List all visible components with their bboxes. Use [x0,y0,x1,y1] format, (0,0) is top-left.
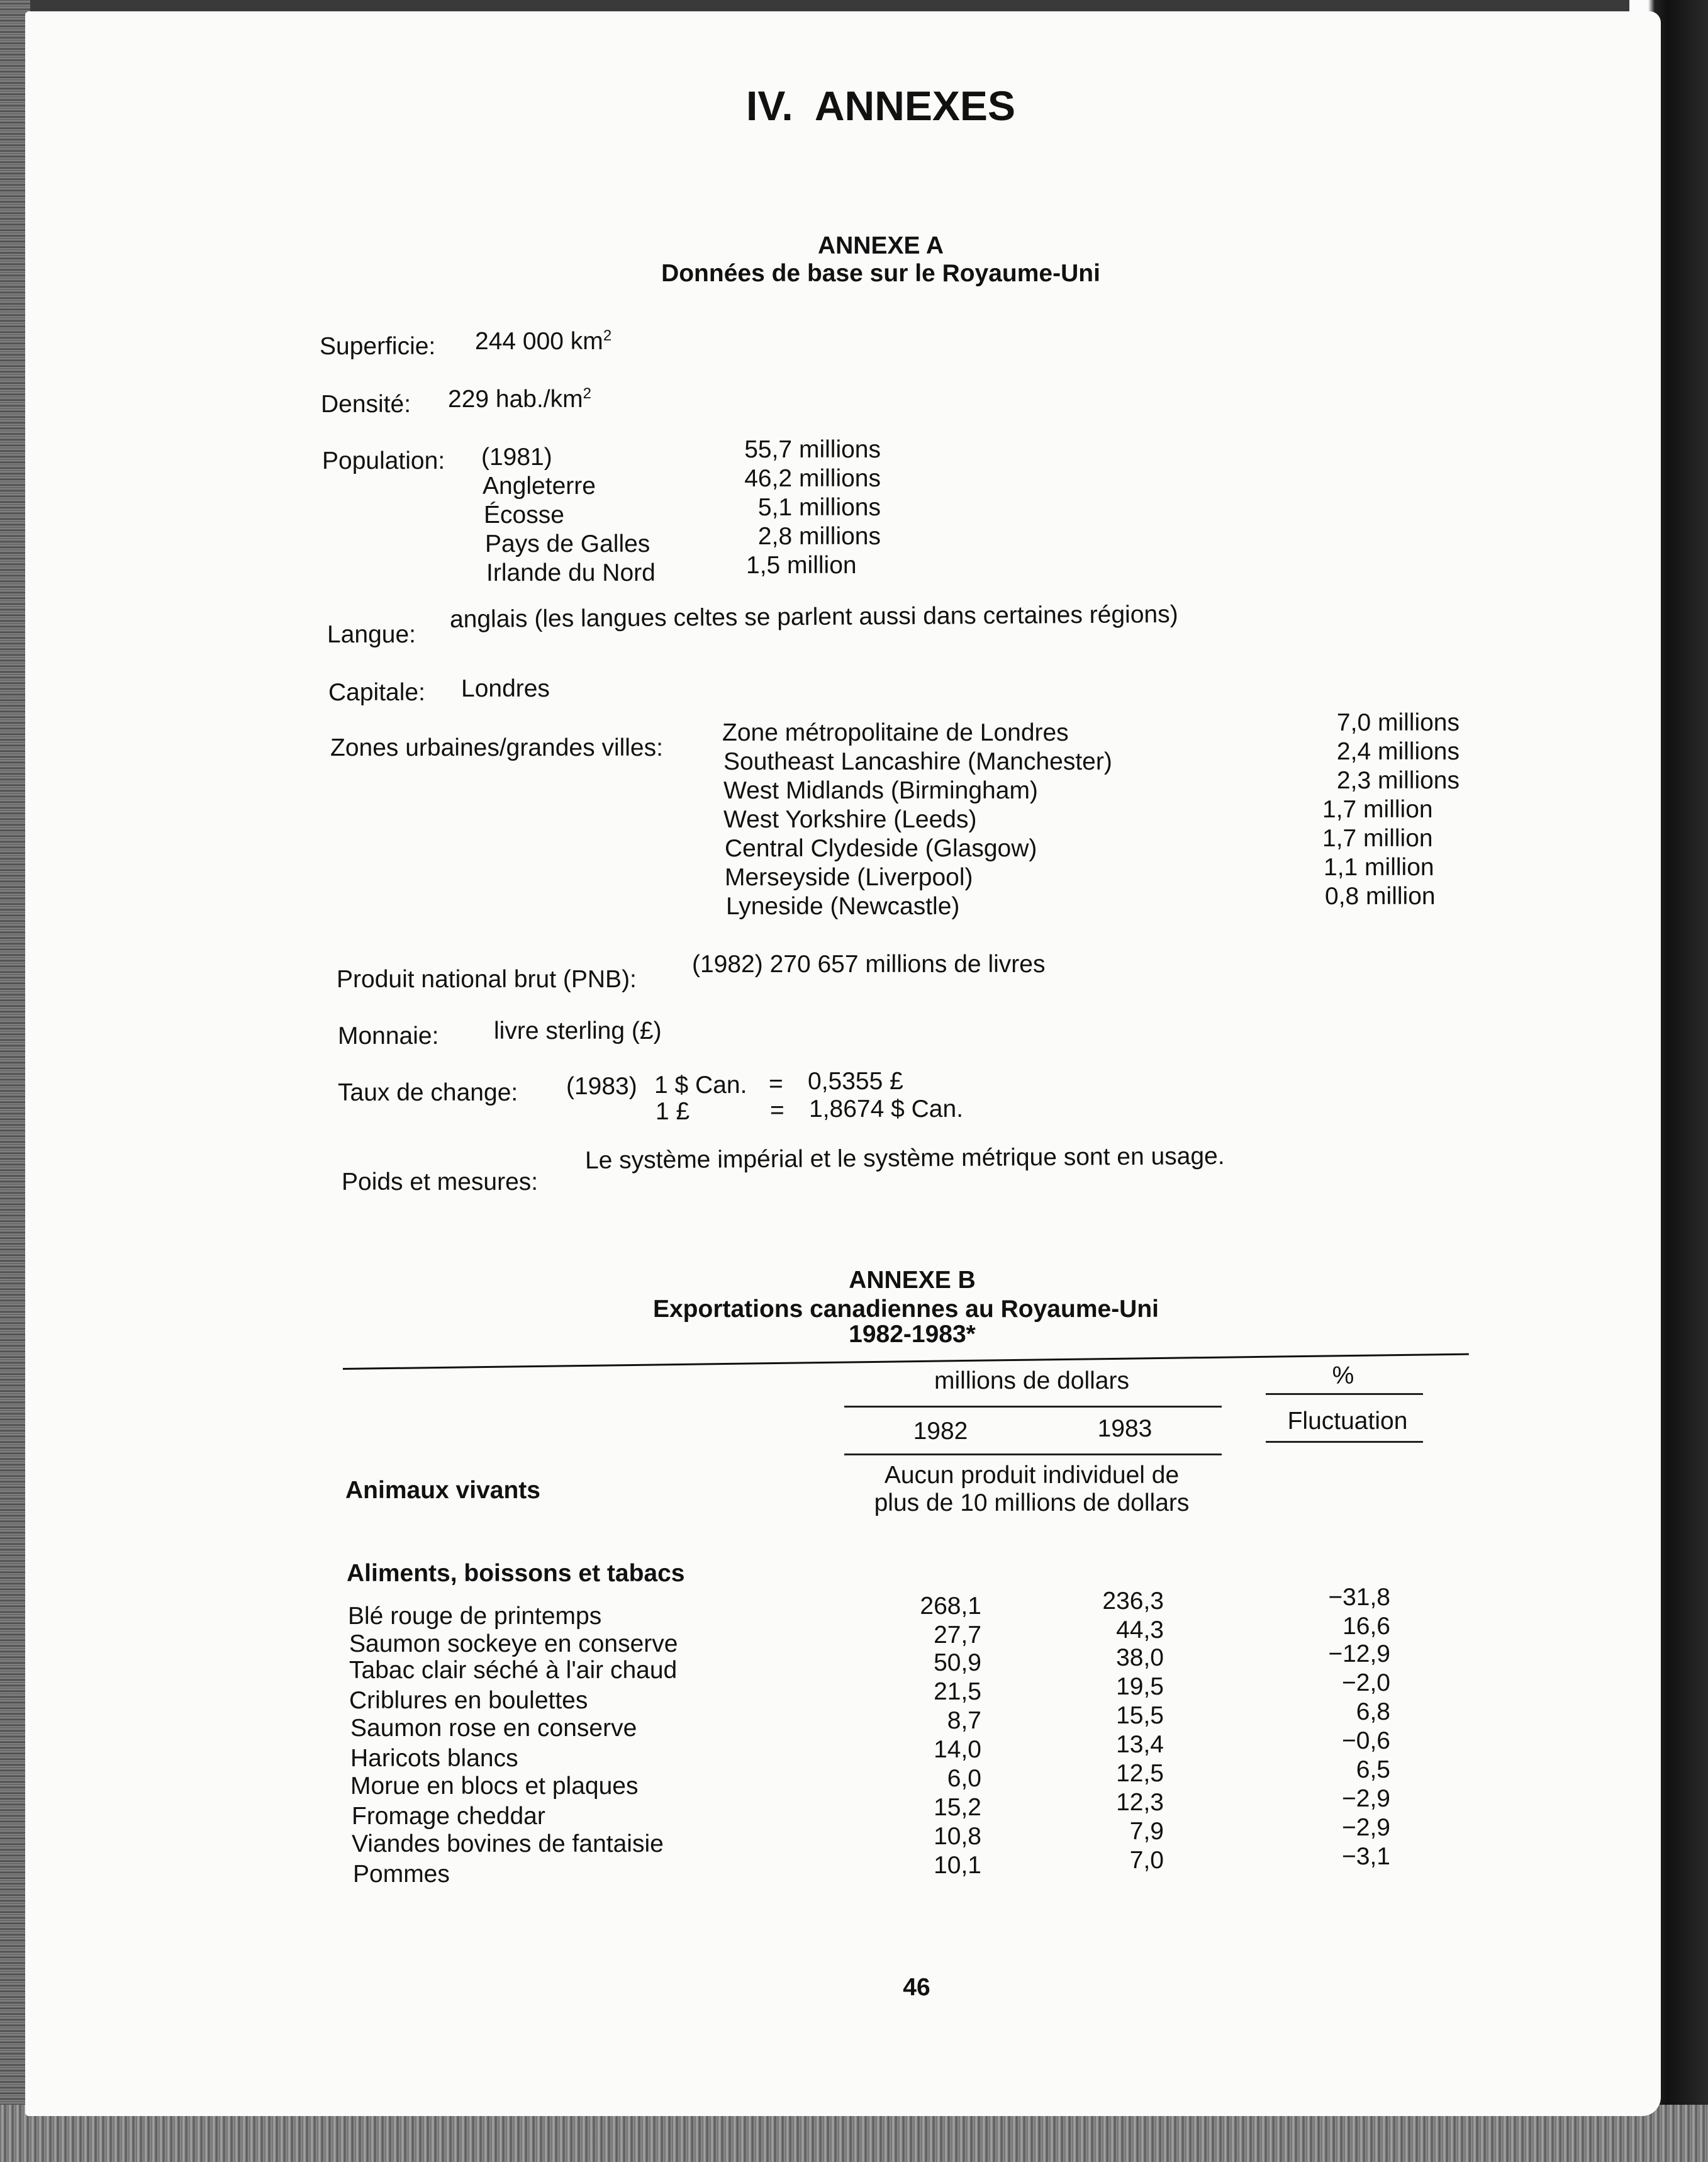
langue-label: Langue: [327,621,416,648]
value-1982: 21,5 [934,1678,981,1705]
value-1983: 44,3 [1116,1616,1164,1644]
value-1982: 15,2 [934,1794,981,1821]
value-1982: 8,7 [947,1707,981,1734]
taux-line2-right: 1,8674 $ Can. [809,1095,964,1123]
zone-name: West Yorkshire (Leeds) [723,806,977,833]
annex-a-heading: ANNEXE A [817,232,944,259]
product-name: Haricots blancs [350,1745,518,1772]
population-value: 2,8 millions [757,523,881,550]
product-name: Fromage cheddar [352,1803,545,1830]
value-fluct: −2,0 [1342,1669,1390,1696]
value-1983: 19,5 [1116,1673,1164,1700]
capitale-label: Capitale: [328,679,425,706]
taux-label: Taux de change: [338,1079,518,1106]
densite-label: Densité: [321,391,411,418]
superficie-value: 244 000 $km^2$ [475,327,612,355]
value-1983: 15,5 [1116,1702,1164,1729]
product-name: Pommes [353,1861,450,1888]
value-fluct: −12,9 [1328,1640,1390,1667]
zone-value: 1,7 million [1322,825,1433,852]
value-fluct: 6,5 [1356,1756,1390,1783]
zone-name: West Midlands (Birmingham) [723,777,1038,804]
value-1983: 7,9 [1129,1818,1164,1845]
section-aliments: Aliments, boissons et tabacs [347,1560,685,1587]
population-value: 46,2 millions [744,465,881,492]
col-pct-header: % [1332,1362,1354,1389]
zone-value: 7,0 millions [1336,709,1460,736]
monnaie-value: livre sterling (£) [494,1017,662,1045]
population-name: Pays de Galles [485,530,650,557]
zone-value: 0,8 million [1325,883,1436,910]
taux-line1-eq: = [769,1070,783,1097]
population-name: Irlande du Nord [486,559,656,586]
monnaie-label: Monnaie: [338,1022,439,1050]
col-fluct-header: Fluctuation [1287,1408,1408,1435]
col-group-header: millions de dollars [934,1367,1129,1394]
population-value: 5,1 millions [757,494,881,521]
zone-value: 1,7 million [1322,796,1433,823]
value-fluct: −31,8 [1328,1584,1390,1611]
annex-b-period: 1982-1983* [849,1321,976,1348]
col-1983-header: 1983 [1097,1415,1153,1442]
value-1982: 268,1 [920,1593,981,1620]
population-value: 55,7 millions [744,436,881,463]
value-fluct: −0,6 [1342,1727,1390,1754]
value-1983: 38,0 [1116,1644,1164,1671]
product-name: Morue en blocs et plaques [350,1773,639,1800]
col-1982-header: 1982 [913,1418,968,1445]
annex-a-subheading: Données de base sur le Royaume-Uni [661,260,1100,287]
value-fluct: −3,1 [1342,1843,1390,1870]
annex-b-subheading: Exportations canadiennes au Royaume-Uni [652,1296,1159,1323]
value-fluct: −2,9 [1342,1785,1390,1812]
taux-line1-right: 0,5355 £ [808,1068,903,1095]
value-1983: 13,4 [1116,1731,1164,1758]
population-name: (1981) [481,444,552,471]
page-title: IV. ANNEXES [746,82,1015,129]
population-name: Angleterre [483,473,596,500]
zone-value: 2,3 millions [1336,767,1460,794]
taux-line2-left: 1 £ [656,1098,690,1125]
zone-name: Central Clydeside (Glasgow) [725,835,1037,862]
value-1982: 27,7 [934,1622,981,1649]
population-name: Écosse [484,501,564,529]
zone-value: 1,1 million [1324,854,1434,881]
value-1983: 236,3 [1102,1588,1164,1615]
product-name: Saumon sockeye en conserve [349,1630,678,1657]
poids-value: Le système impérial et le système métrique sont en usage. [584,1142,1225,1174]
zone-name: Zone métropolitaine de Londres [722,719,1069,746]
product-name: Criblures en boulettes [349,1687,588,1714]
value-1982: 50,9 [934,1649,981,1676]
population-label: Population: [322,447,445,474]
densite-value: 229 $hab./km^2$ [448,385,591,413]
pnb-value: (1982) 270 657 millions de livres [692,951,1046,978]
value-1982: 6,0 [947,1765,981,1792]
langue-value: anglais (les langues celtes se parlent aussi dans certaines régions) [449,600,1178,633]
value-fluct: −2,9 [1342,1814,1390,1841]
value-1983: 12,3 [1116,1789,1164,1816]
superficie-label: Superficie: [320,333,436,360]
col-fluct-rule [1266,1441,1423,1443]
animaux-note-1: Aucun produit individuel de [884,1462,1180,1489]
page-number: 46 [903,1974,930,2001]
value-fluct: 16,6 [1342,1613,1390,1640]
taux-year: (1983) [566,1073,637,1100]
value-fluct: 6,8 [1356,1698,1390,1725]
col-years-rule [844,1453,1222,1455]
col-group-rule [844,1406,1222,1408]
zone-name: Merseyside (Liverpool) [725,864,973,891]
population-value: 1,5 million [746,552,857,579]
zones-label: Zones urbaines/grandes villes: [330,734,663,761]
product-name: Blé rouge de printemps [348,1603,602,1630]
zone-name: Lyneside (Newcastle) [726,893,960,920]
pnb-label: Produit national brut (PNB): [337,966,637,993]
value-1982: 14,0 [934,1736,981,1763]
taux-line2-eq: = [770,1097,784,1124]
poids-label: Poids et mesures: [342,1168,539,1196]
section-animaux: Animaux vivants [345,1477,540,1504]
zone-name: Southeast Lancashire (Manchester) [723,748,1112,775]
taux-line1-left: 1 $ Can. [654,1072,747,1099]
value-1982: 10,8 [934,1823,981,1850]
value-1983: 7,0 [1129,1847,1164,1874]
product-name: Tabac clair séché à l'air chaud [349,1657,678,1684]
annex-b-heading: ANNEXE B [849,1267,976,1294]
value-1982: 10,1 [934,1852,981,1879]
page-sheet [25,11,1661,2116]
value-1983: 12,5 [1116,1760,1164,1787]
capitale-value: Londres [461,675,550,702]
animaux-note-2: plus de 10 millions de dollars [874,1489,1190,1516]
product-name: Saumon rose en conserve [350,1715,637,1742]
col-pct-rule [1266,1393,1423,1395]
zone-value: 2,4 millions [1336,738,1460,765]
product-name: Viandes bovines de fantaisie [352,1830,664,1857]
